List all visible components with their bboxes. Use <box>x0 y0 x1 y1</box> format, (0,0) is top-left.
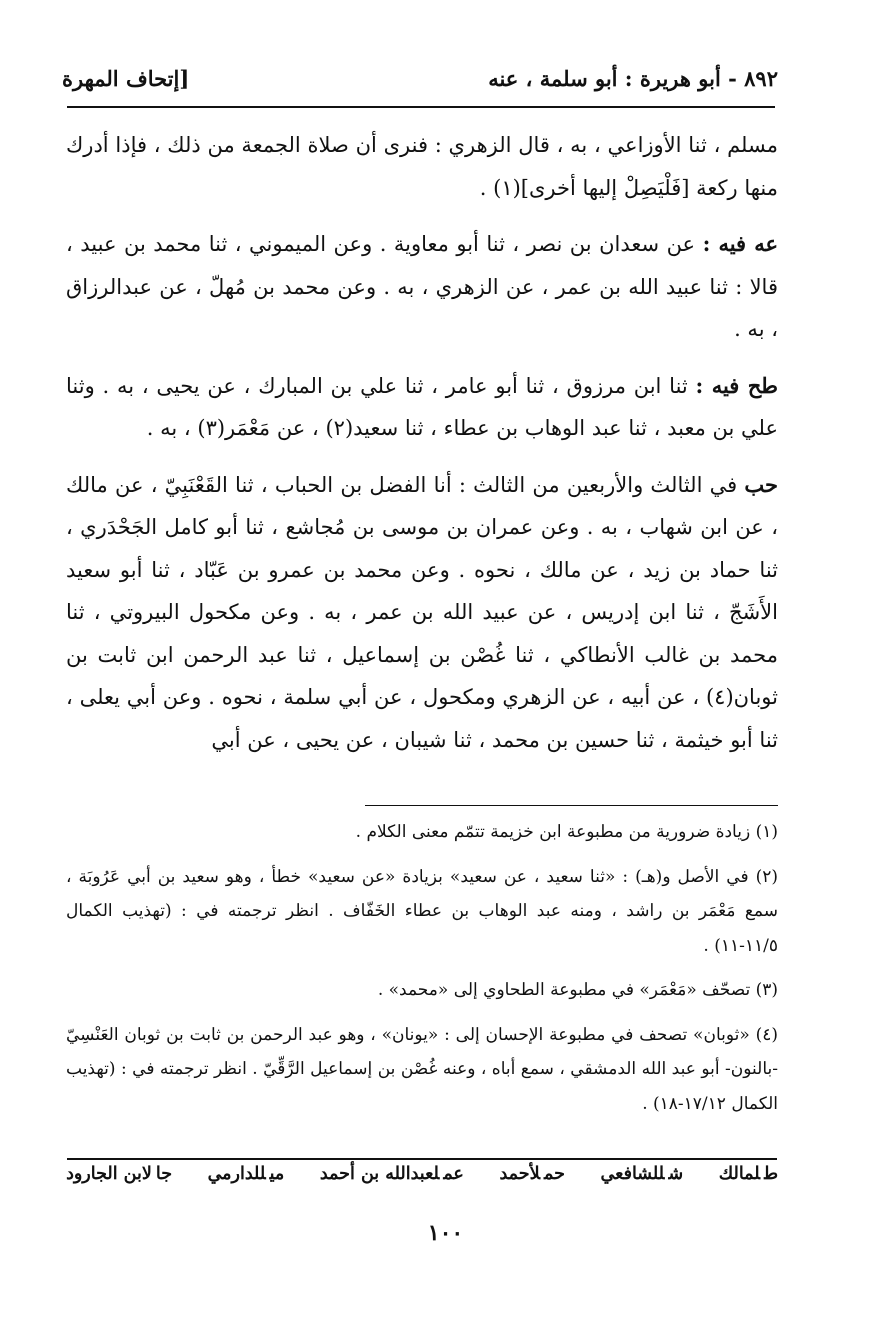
abbreviations-key <box>66 1164 778 1184</box>
paragraph-text: عن سعدان بن نصر ، ثنا أبو معاوية . وعن الميموني ، ثنا محمد بن عبيد ، قالا : ثنا عبيد الله بن عمر ، عن الزهري ، به . وعن محمد بن مُهلّ ، عن عبدالرزاق ، به . <box>66 232 778 341</box>
paragraph-3 <box>66 365 778 450</box>
header-book-title: [إتحاف المهرة <box>62 65 190 91</box>
abbreviations-divider <box>67 1158 777 1160</box>
abbreviation-item: عملعبدالله بن أحمد <box>319 1164 464 1184</box>
paragraph-text: مسلم ، ثنا الأوزاعي ، به ، قال الزهري : فنرى أن صلاة الجمعة من ذلك ، فإذا أدرك منها ركعة [فَلْيَصِلْ إليها أخرى](١) . <box>66 133 778 200</box>
paragraph-1 <box>66 124 778 209</box>
paragraph-text: في الثالث والأربعين من الثالث : أنا الفضل بن الحباب ، ثنا القَعْنَبِيّ ، عن مالك ، عن ابن شهاب ، به . وعن عمران بن موسى بن مُجاشع ، ثنا أبو كامل الجَحْدَري ، ثنا حماد بن زيد ، عن مالك ، نحوه . وعن محمد بن عمرو بن عَبّاد ، ثنا أبو سعيد الأَشَجّ ، ثنا ابن إدريس ، عن عبيد الله بن عمر ، به . وعن مكحول البيروتي ، ثنا محمد بن غالب الأنطاكي ، ثنا غُصْن بن إسماعيل ، ثنا عبد الرحمن ابن ثابت بن ثوبان(٤) ، عن أبيه ، عن الزهري ومكحول ، عن أبي سلمة ، نحوه . وعن أبي يعلى ، ثنا أبو خيثمة ، ثنا حسين بن محمد ، ثنا شيبان ، عن يحيى ، عن أبي <box>66 472 778 752</box>
page-number: ١٠٠ <box>427 1220 464 1246</box>
abbreviation-item: جالابن الجارود <box>66 1164 173 1184</box>
paragraph-lead: حب <box>744 471 778 497</box>
paragraph-text: ثنا ابن مرزوق ، ثنا أبو عامر ، ثنا علي بن المبارك ، عن يحيى ، به . وثنا علي بن معبد ، ثنا عبد الوهاب بن عطاء ، ثنا سعيد(٢) ، عن مَعْمَر(٣) ، به . <box>66 373 778 440</box>
main-text <box>66 124 778 775</box>
footnotes <box>66 815 778 1131</box>
paragraph-4 <box>66 464 778 762</box>
paragraph-lead: عه فيه : <box>702 231 778 256</box>
abbreviation-item: ميللدارمي <box>207 1164 285 1184</box>
footnote-4: (٤) «ثوبان» تصحف في مطبوعة الإحسان إلى : «يونان» ، وهو عبد الرحمن بن ثابت بن ثوبان العَنْسِيّ -بالنون- أبو عبد الله الدمشقي ، سمع أباه ، وعنه غُصْن بن إسماعيل الرَّقِّيّ . انظر ترجمته في : (تهذيب الكمال ١٧/١٢-١٨) . <box>66 1024 778 1114</box>
footnote-1: (١) زيادة ضرورية من مطبوعة ابن خزيمة تتمّم معنى الكلام . <box>355 822 778 842</box>
footnote-divider <box>365 805 778 806</box>
running-header <box>62 58 778 98</box>
abbreviation-item: حملأحمد <box>499 1164 565 1184</box>
header-divider <box>67 106 775 108</box>
paragraph-lead: طح فيه : <box>695 372 779 398</box>
abbreviation-item: شللشافعي <box>600 1164 684 1184</box>
footnote-3: (٣) تصحّف «مَعْمَر» في مطبوعة الطحاوي إلى «محمد» . <box>377 980 778 1000</box>
footnote-2: (٢) في الأصل و(هـ) : «ثنا سعيد ، عن سعيد» بزيادة «عن سعيد» خطأ ، وهو سعيد بن أبي عَرُوبَة ، سمع مَعْمَر بن راشد ، ومنه عبد الوهاب بن عطاء الخَفّاف . انظر ترجمته في : (تهذيب الكمال ١١/٥-١١) . <box>66 866 778 956</box>
paragraph-2 <box>66 223 778 351</box>
abbreviation-item: طلمالك <box>718 1164 778 1184</box>
header-hadith-title: ٨٩٢ - أبو هريرة : أبو سلمة ، عنه <box>488 65 778 91</box>
